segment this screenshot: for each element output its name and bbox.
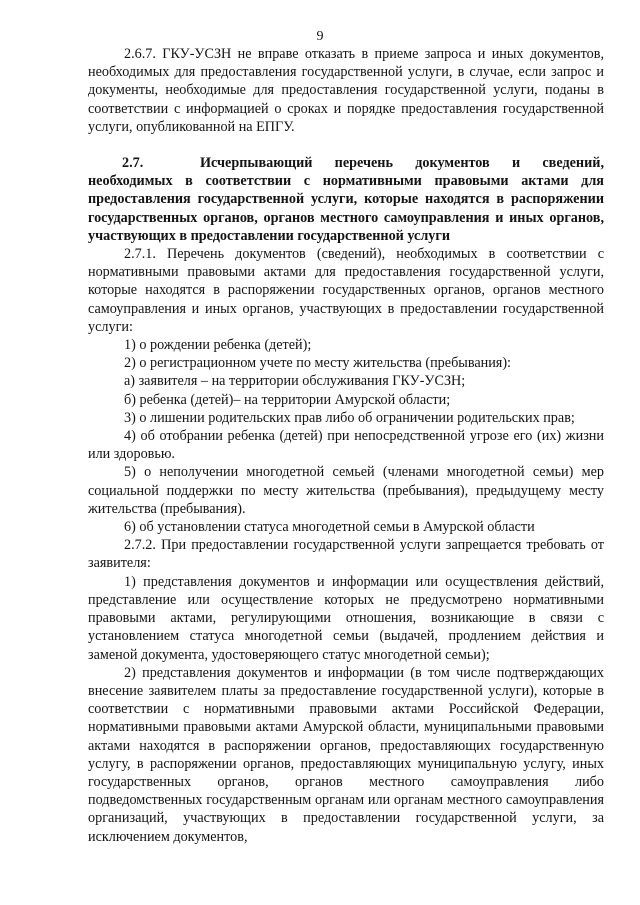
section-title: Исчерпывающий перечень документов и сведений, необходимых в соответствии с нормативными правовыми актами для предоставления государственной услуги, которые находятся в распоряжении государственных органов, органов местного самоуправления и иных органов, участвующих в предоставлении государственной услуги: [88, 155, 604, 244]
list-item: 5) о неполучении многодетной семьей (членами многодетной семьи) мер социальной поддержки по месту жительства (пребывания), предыдущему месту жительства (пребывания).: [88, 464, 604, 517]
list-item: 4) об отобрании ребенка (детей) при непосредственной угрозе его (их) жизни или здоровью.: [88, 428, 604, 463]
paragraph-2-6-7: 2.6.7. ГКУ-УСЗН не вправе отказать в приеме запроса и иных документов, необходимых для предоставления государственной услуги, в случае, если запрос и документы, необходимые для предоставления государственной услуги, поданы в соответствии с информацией о сроках и порядке предоставления государственной услуги, опубликованной на ЕПГУ.: [88, 46, 604, 135]
document-body: [88, 45, 604, 846]
section-heading-2-7: [88, 154, 604, 245]
paragraph-2-7-1: 2.7.1. Перечень документов (сведений), необходимых в соответствии с нормативными правовыми актами для предоставления государственной услуги, которые находятся в распоряжении государственных органов, органов местного самоуправления и иных органов, участвующих в предоставлении государственной услуги:: [88, 246, 604, 335]
section-number: 2.7.: [122, 155, 144, 172]
list-item: 1) о рождении ребенка (детей);: [124, 337, 312, 354]
list-item: 2) представления документов и информации (в том числе подтверждающих внесение заявителем платы за предоставление государственной услуги), которые в соответствии с нормативными правовыми актами Российской Федерации, нормативными правовыми актами Амурской области, муниципальными правовыми актами находятся в распоряжении органов, предоставляющих государственную услугу, в распоряжении органов, предоставляющих муниципальную услугу, иных государственных органов, органов местного самоуправления либо подведомственных государственным органам или органам местного самоуправления организаций, участвующих в предоставлении государственной услуги, за исключением документов,: [88, 664, 604, 845]
list-item: 2) о регистрационном учете по месту жительства (пребывания):: [124, 355, 512, 372]
list-item: 3) о лишении родительских прав либо об ограничении родительских прав;: [124, 409, 575, 426]
paragraph-2-7-2: 2.7.2. При предоставлении государственной услуги запрещается требовать от заявителя:: [88, 537, 604, 572]
page-number: 9: [316, 29, 324, 44]
list-item: 6) об установлении статуса многодетной семьи в Амурской области: [124, 519, 535, 536]
list-item: б) ребенка (детей)– на территории Амурской области;: [124, 391, 451, 408]
list-item: а) заявителя – на территории обслуживания ГКУ-УСЗН;: [124, 373, 466, 390]
list-item: 1) представления документов и информации или осуществления действий, представление или осуществление которых не предусмотрено нормативными правовыми актами, регулирующими отношения, возникающие в связи с установлением статуса многодетной семьи (выдачей, продлением действия и заменой документа, удостоверяющего статус многодетной семьи);: [88, 573, 604, 663]
